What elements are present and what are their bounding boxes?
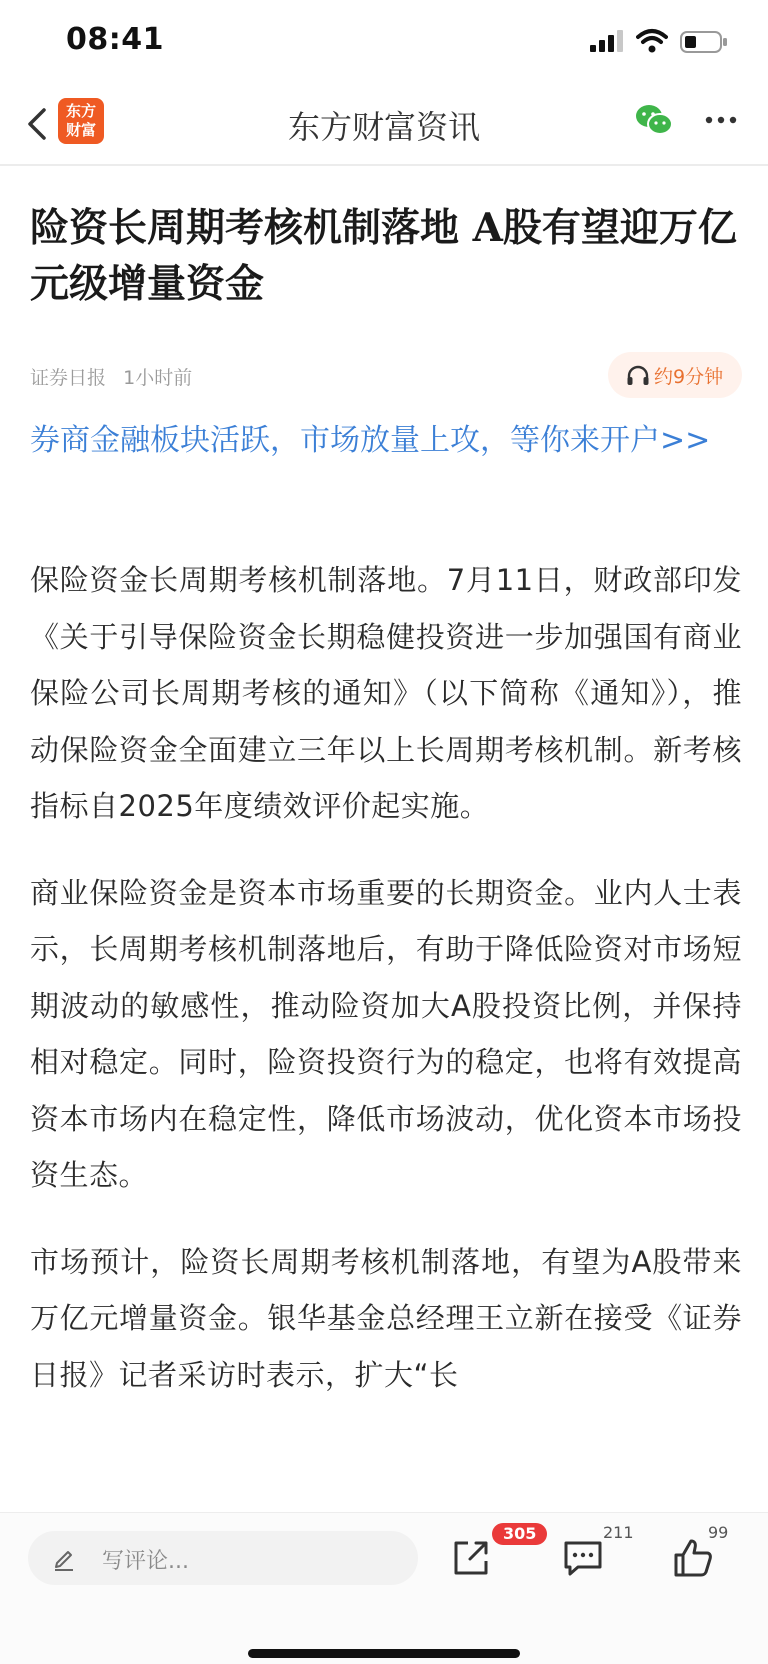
bottom-bar (0, 1512, 768, 1664)
article-meta (30, 358, 742, 398)
listen-button[interactable] (608, 352, 742, 398)
signal-icon (590, 30, 626, 52)
pencil-icon (52, 1545, 76, 1571)
more-icon[interactable] (704, 114, 738, 126)
status-bar (0, 0, 768, 84)
comment-placeholder: 写评论... (102, 1549, 189, 1574)
article (30, 200, 742, 1392)
listen-duration: 约9分钟 (654, 366, 724, 388)
status-time: 08:41 (66, 22, 164, 57)
wifi-icon (636, 28, 668, 54)
wechat-share-icon[interactable] (634, 102, 674, 138)
battery-icon (680, 30, 728, 54)
comments-count: 211 (603, 1523, 634, 1542)
comment-input[interactable] (28, 1531, 418, 1585)
article-paragraph: 保险资金长周期考核机制落地。7月11日，财政部印发《关于引导保险资金长期稳健投资进一步加强国有商业保险公司长周期考核的通知》（以下简称《通知》），推动保险资金全面建立三年以上长周期考核机制。新考核指标自2025年度绩效评价起实施。 (30, 563, 742, 823)
article-body (30, 552, 742, 1433)
article-source: 证券日报 (30, 367, 107, 389)
nav-bar (0, 84, 768, 166)
likes-count: 99 (708, 1523, 729, 1542)
comments-icon[interactable] (560, 1535, 606, 1581)
promo-link[interactable]: 券商金融板块活跃，市场放量上攻，等你来开户>> (30, 423, 711, 458)
share-icon[interactable] (448, 1535, 494, 1581)
logo-line1: 东方 (65, 102, 96, 120)
share-count-badge: 305 (492, 1523, 547, 1545)
article-paragraph: 市场预计，险资长周期考核机制落地，有望为A股带来万亿元增量资金。银华基金总经理王立新在接受《证券日报》记者采访时表示，扩大“长 (30, 1244, 742, 1392)
logo-line2: 财富 (65, 121, 96, 139)
home-indicator (248, 1649, 520, 1658)
article-paragraph: 商业保险资金是资本市场重要的长期资金。业内人士表示，长周期考核机制落地后，有助于降低险资对市场短期波动的敏感性，推动险资加大A股投资比例，并保持相对稳定。同时，险资投资行为的稳定，也将有效提高资本市场内在稳定性，降低市场波动，优化资本市场投资生态。 (30, 875, 742, 1192)
headphone-icon (626, 364, 650, 386)
article-time: 1小时前 (123, 367, 193, 389)
article-title: 险资长周期考核机制落地 A股有望迎万亿元级增量资金 (30, 205, 737, 307)
nav-title: 东方财富资讯 (287, 108, 480, 146)
